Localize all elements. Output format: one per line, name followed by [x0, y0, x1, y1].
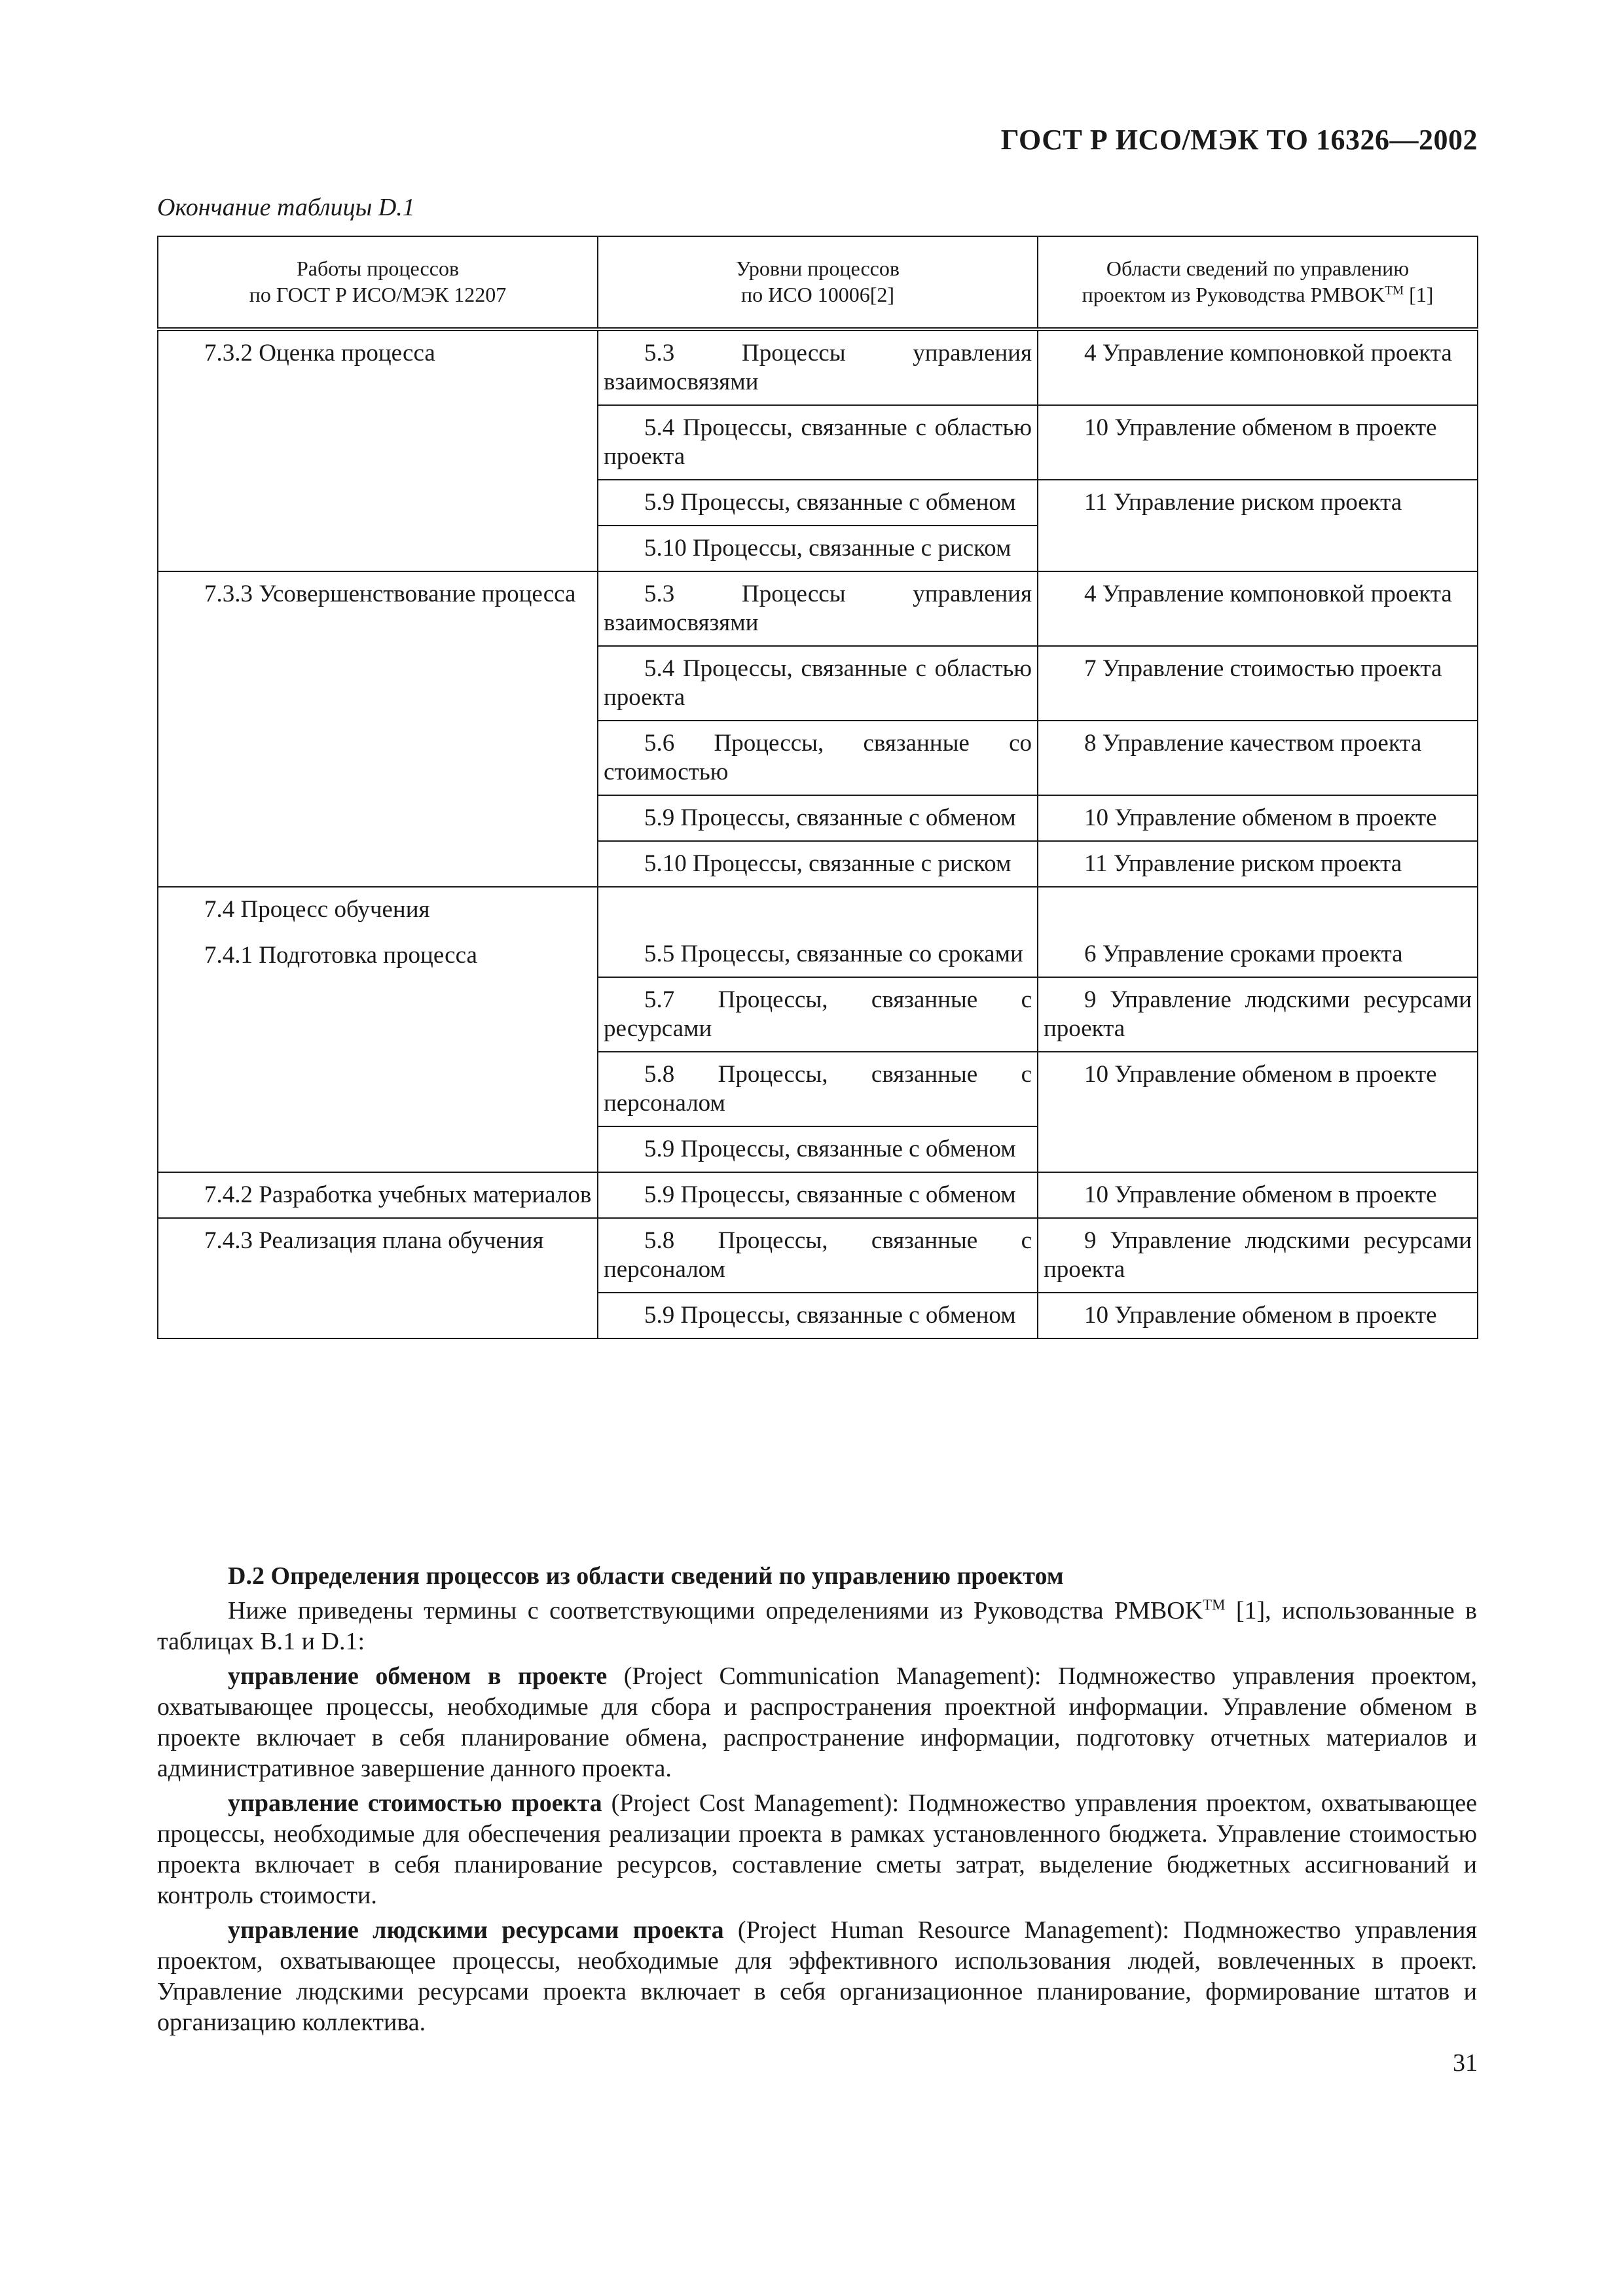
table-row [158, 1218, 1478, 1293]
cell-level: 5.8 Процессы, связанные с персоналом [598, 1218, 1038, 1293]
cell-level: 5.3 Процессы управления взаимосвязями [598, 329, 1038, 405]
cell-area: 4 Управление компоновкой проекта [1038, 329, 1478, 405]
definition-human-resource: управление людскими ресурсами проекта (Project Human Resource Management): Подмножество управления проектом, охватывающее процессы, необходимые для эффективного использования людей, вовлеченных в проект. Управление людскими ресурсами проекта включает в себя организационное планирование, формирование штатов и организацию коллектива. [157, 1916, 1477, 2036]
process-table [157, 236, 1478, 1339]
cell-area: 9 Управление людскими ресурсами проекта [1038, 1218, 1478, 1293]
cell-level: 5.9 Процессы, связанные с обменом [598, 480, 1038, 526]
section-heading: D.2 Определения процессов из области сведений по управлению проектом [228, 1562, 1064, 1590]
cell-level: 5.9 Процессы, связанные с обменом [598, 1293, 1038, 1338]
cell-level: 5.4 Процессы, связанные с областью проекта [598, 646, 1038, 721]
cell-area: 7 Управление стоимостью проекта [1038, 646, 1478, 721]
cell-level: 5.9 Процессы, связанные с обменом [598, 1126, 1038, 1172]
document-header: ГОСТ Р ИСО/МЭК ТО 16326—2002 [1000, 124, 1478, 156]
definition-communication: управление обменом в проекте (Project Communication Management): Подмножество управления проектом, охватывающее процессы, необходимые для сбора и распространения проектной информации. Управление обменом в проекте включает в себя планирование обмена, распространение информации, подготовку отчетных материалов и административное завершение данного проекта. [157, 1662, 1477, 1782]
table-header-row [158, 236, 1478, 329]
cell-area: 11 Управление риском проекта [1038, 480, 1478, 571]
cell-level: 5.9 Процессы, связанные с обменом [598, 795, 1038, 841]
cell-level: 5.7 Процессы, связанные с ресурсами [598, 977, 1038, 1052]
cell-area: 10 Управление обменом в проекте [1038, 405, 1478, 480]
cell-work: 7.4.2 Разработка учебных материалов [158, 1172, 598, 1218]
cell-level: 5.8 Процессы, связанные с персоналом [598, 1052, 1038, 1126]
cell-area: 8 Управление качеством проекта [1038, 721, 1478, 795]
cell-level: 5.6 Процессы, связанные со стоимостью [598, 721, 1038, 795]
cell-work: 7.4.3 Реализация плана обучения [158, 1218, 598, 1338]
cell-area: 10 Управление обменом в проекте [1038, 1172, 1478, 1218]
section-intro: Ниже приведены термины с соответствующими определениями из Руководства PMBOK™ [1], использованные в таблицах B.1 и D.1: [157, 1596, 1478, 1655]
section-d2 [157, 1561, 1477, 2042]
table-row [158, 887, 1478, 977]
definition-cost: управление стоимостью проекта (Project Cost Management): Подмножество управления проектом, охватывающее процессы, необходимые для обеспечения реализации проекта в рамках установленного бюджета. Управление стоимостью проекта включает в себя планирование ресурсов, составление сметы затрат, выделение бюджетных ассигнований и контроль стоимости. [157, 1789, 1477, 1909]
header-process-works: Работы процессов по ГОСТ Р ИСО/МЭК 12207 [158, 236, 598, 329]
cell-work: 7.3.3 Усовершенствование процесса [158, 571, 598, 887]
cell-area: 4 Управление компоновкой проекта [1038, 571, 1478, 646]
table-row [158, 329, 1478, 405]
cell-area: 6 Управление сроками проекта [1038, 887, 1478, 977]
cell-level: 5.5 Процессы, связанные со сроками [598, 887, 1038, 977]
cell-work: 7.3.2 Оценка процесса [158, 329, 598, 571]
cell-area: 9 Управление людскими ресурсами проекта [1038, 977, 1478, 1052]
table-row [158, 1172, 1478, 1218]
cell-area: 10 Управление обменом в проекте [1038, 1052, 1478, 1172]
table-row [158, 571, 1478, 646]
cell-level: 5.3 Процессы управления взаимосвязями [598, 571, 1038, 646]
cell-level: 5.9 Процессы, связанные с обменом [598, 1172, 1038, 1218]
table-caption: Окончание таблицы D.1 [157, 194, 415, 221]
header-process-levels: Уровни процессов по ИСО 10006[2] [598, 236, 1038, 329]
page-number: 31 [1453, 2049, 1478, 2077]
cell-work: 7.4 Процесс обучения 7.4.1 Подготовка процесса [158, 887, 598, 1172]
cell-area: 11 Управление риском проекта [1038, 841, 1478, 887]
cell-level: 5.10 Процессы, связанные с риском [598, 841, 1038, 887]
cell-area: 10 Управление обменом в проекте [1038, 1293, 1478, 1338]
header-knowledge-areas: Области сведений по управлению проектом из Руководства PMBOK™ [1] [1038, 236, 1478, 329]
cell-level: 5.4 Процессы, связанные с областью проекта [598, 405, 1038, 480]
cell-area: 10 Управление обменом в проекте [1038, 795, 1478, 841]
cell-level: 5.10 Процессы, связанные с риском [598, 526, 1038, 571]
